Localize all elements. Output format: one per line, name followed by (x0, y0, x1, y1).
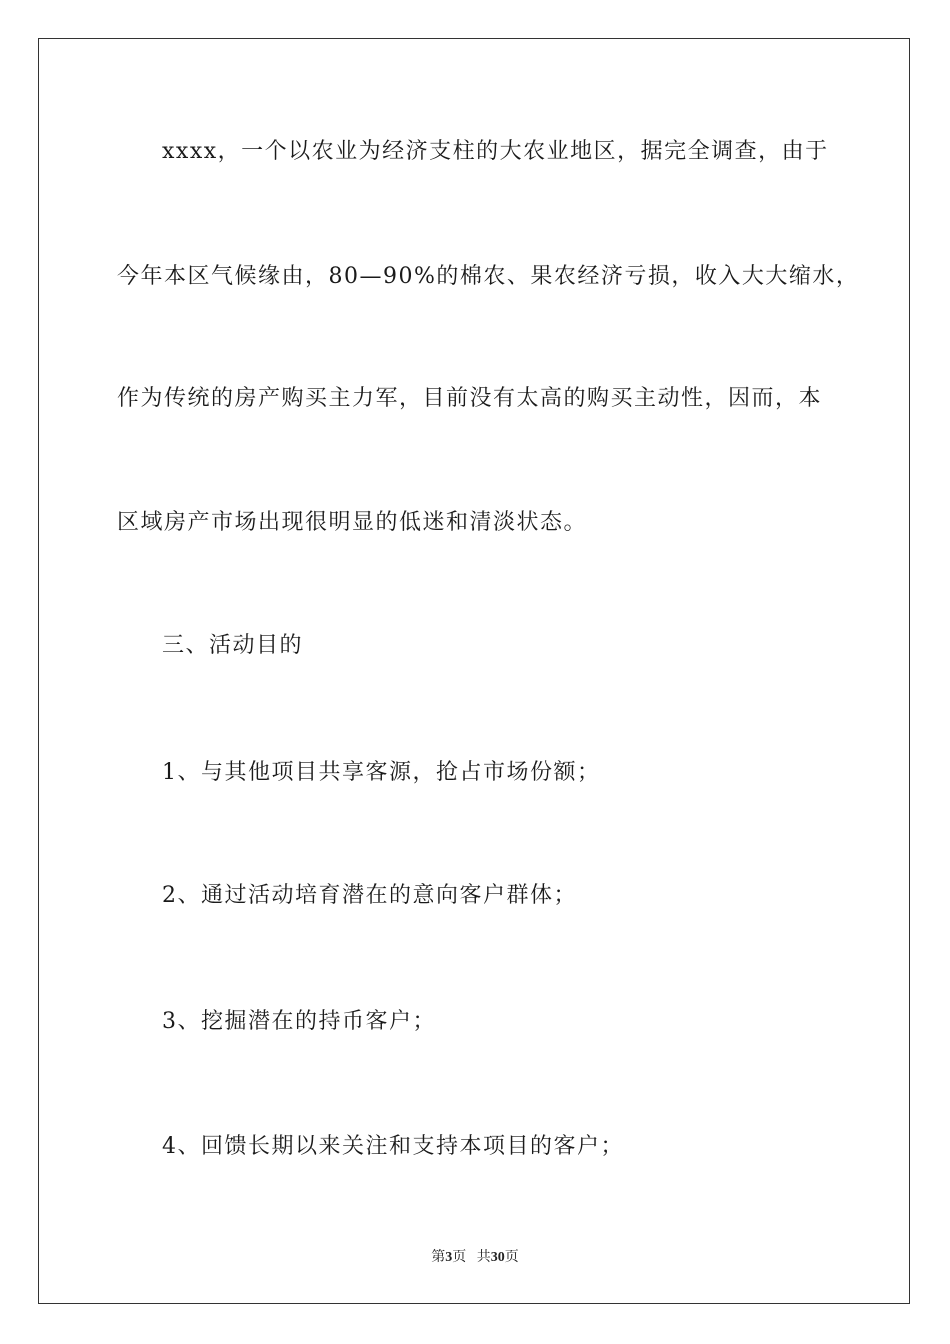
total-suffix: 页 (504, 1250, 519, 1265)
goal-item-1: 1、与其他项目共享客源，抢占市场份额； (162, 760, 601, 785)
page-border (38, 38, 910, 1304)
total-prefix: 共 (476, 1250, 491, 1265)
paragraph-line-4: 区域房产市场出现很明显的低迷和清淡状态。 (117, 510, 588, 535)
paragraph-line-2: 今年本区气候缘由，80—90%的棉农、果农经济亏损，收入大大缩水， (117, 264, 860, 289)
section-heading: 三、活动目的 (162, 633, 304, 658)
paragraph-line-3: 作为传统的房产购买主力军，目前没有太高的购买主动性，因而，本 (117, 386, 823, 411)
goal-item-3: 3、挖掘潜在的持币客户； (162, 1009, 436, 1034)
paragraph-line-1: xxxx，一个以农业为经济支柱的大农业地区，据完全调查，由于 (162, 139, 829, 164)
page-footer (0, 1249, 950, 1267)
page-suffix: 页 (452, 1250, 467, 1265)
page-prefix: 第 (431, 1250, 446, 1265)
goal-item-4: 4、回馈长期以来关注和支持本项目的客户； (162, 1134, 624, 1159)
goal-item-2: 2、通过活动培育潜在的意向客户群体； (162, 883, 577, 908)
total-pages: 30 (490, 1250, 505, 1265)
page-number: 3 (445, 1250, 453, 1265)
